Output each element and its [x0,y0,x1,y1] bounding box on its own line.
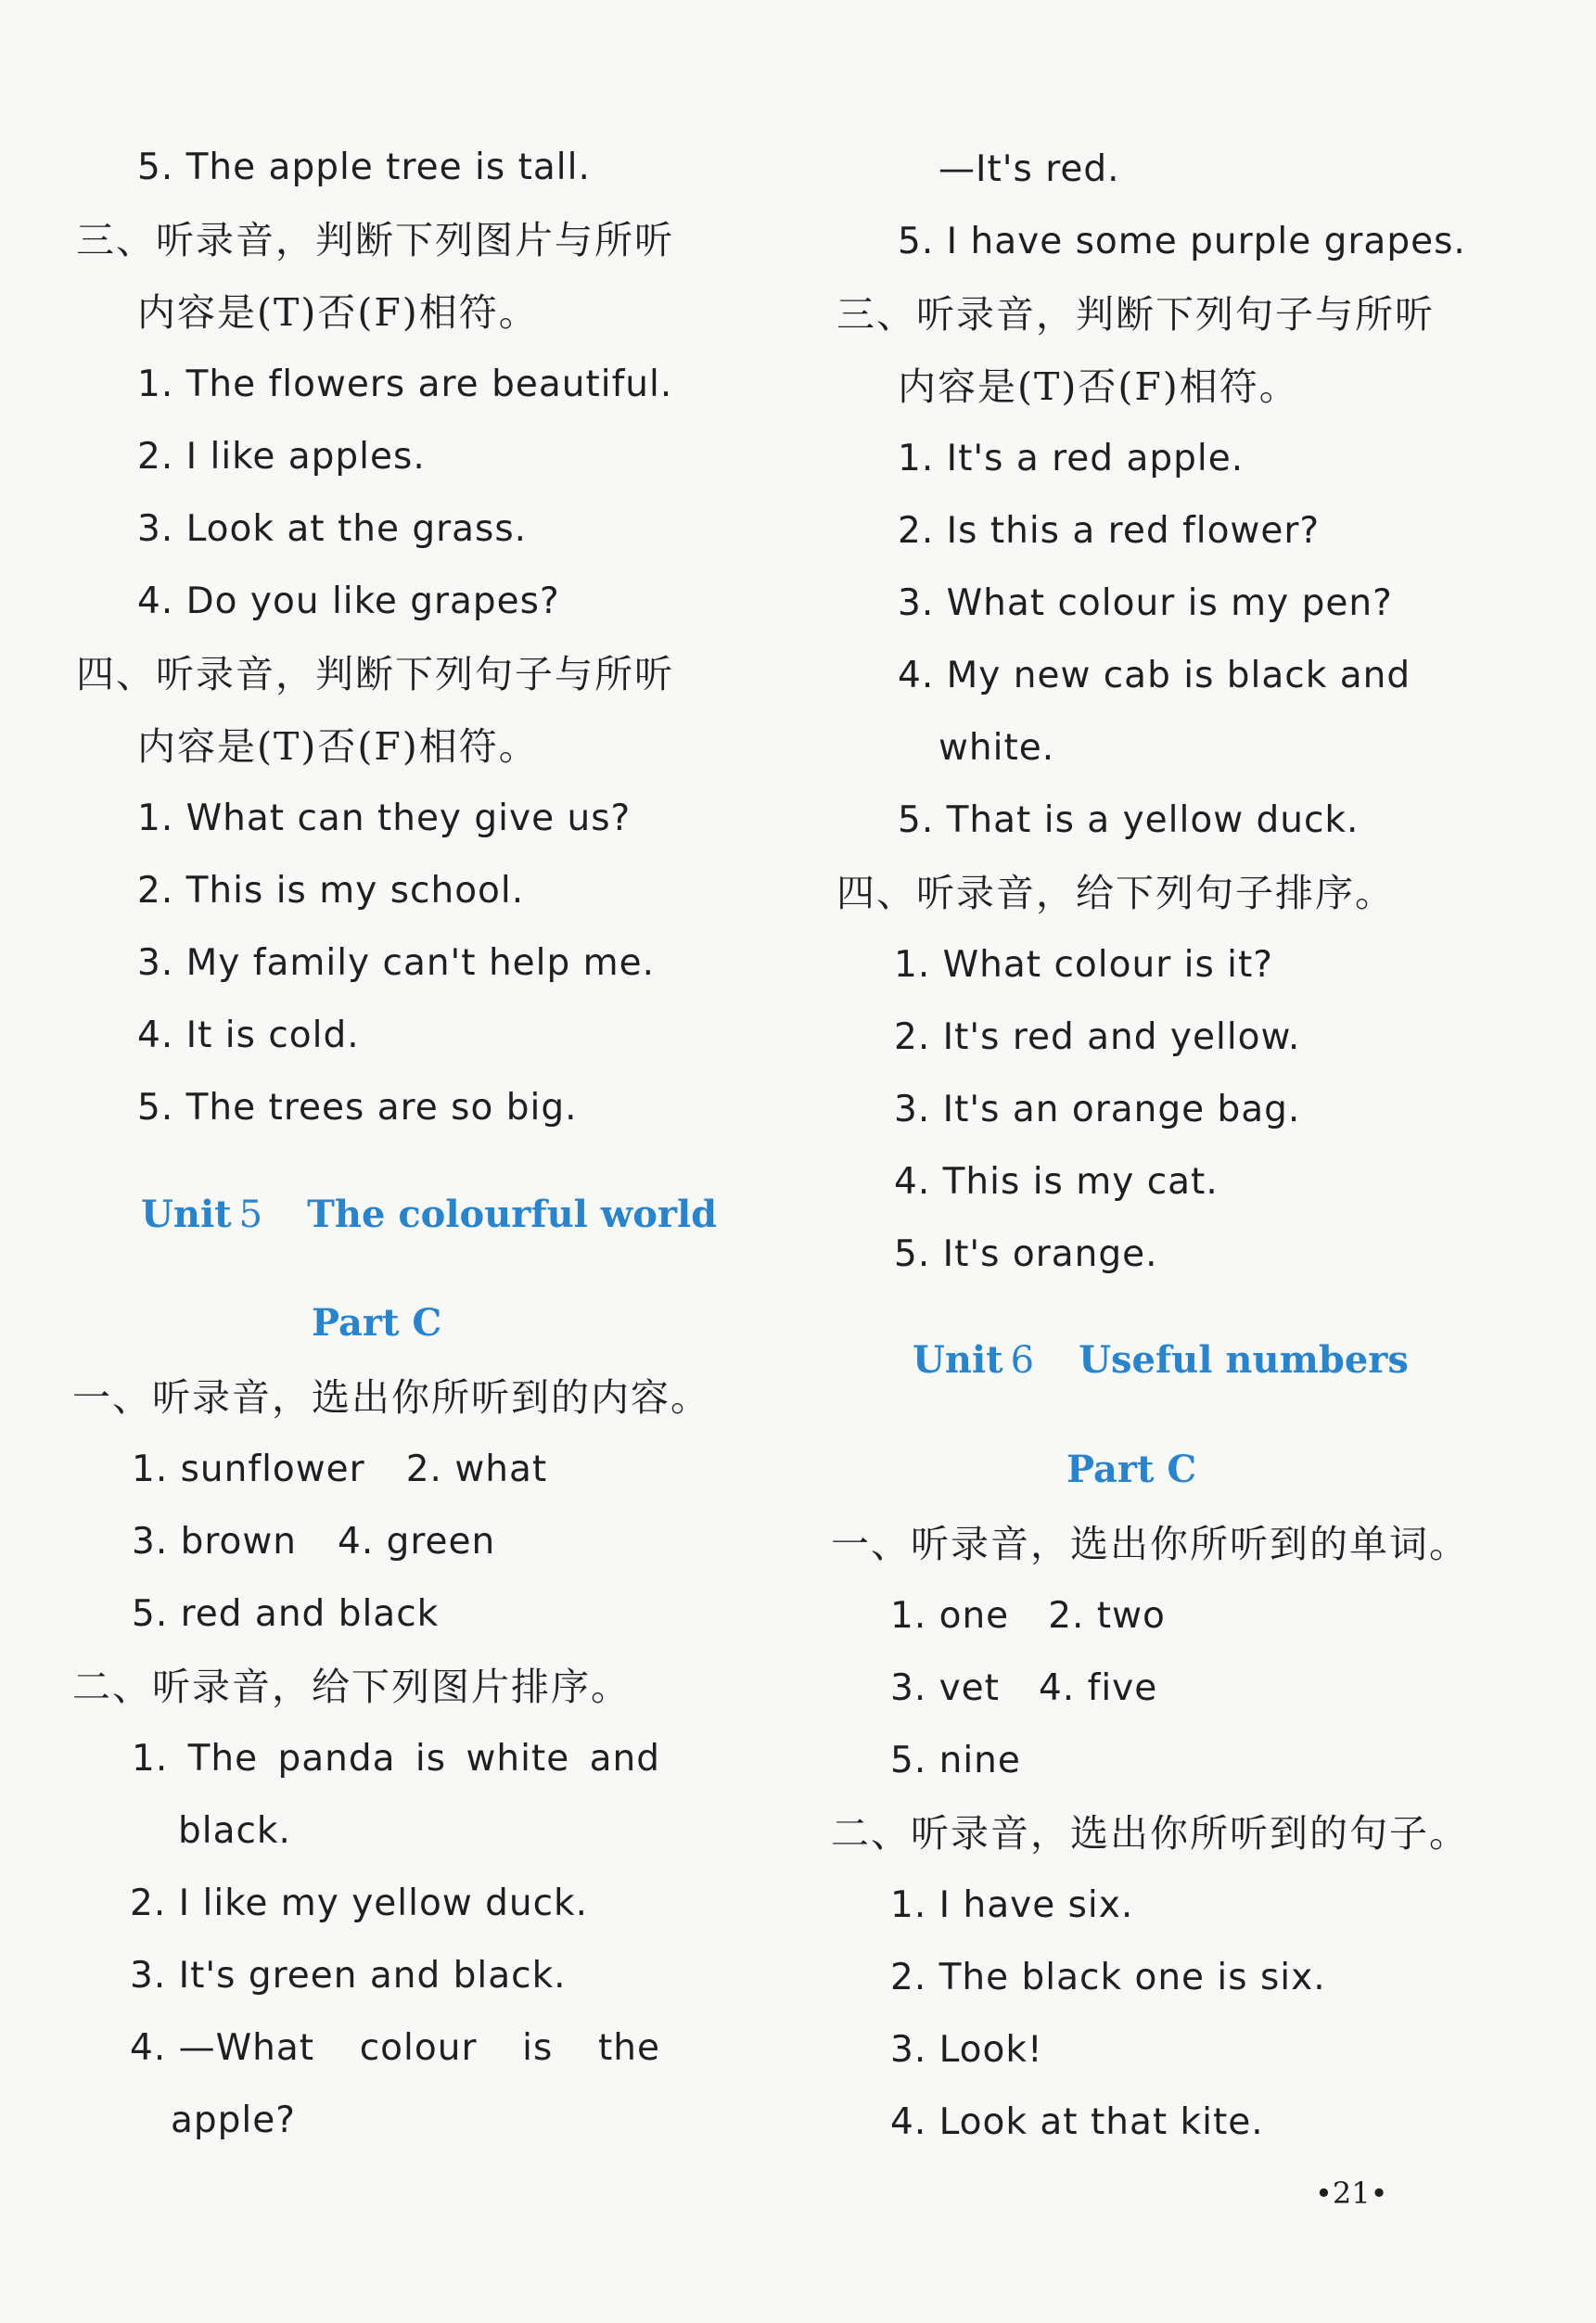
unit-title [913,1337,1409,1384]
word: is [522,2027,554,2069]
answer-line: 3. What colour is my pen? [898,582,1393,624]
part-title: Part C [312,1301,442,1345]
word: colour [359,2027,478,2069]
word: white [466,1738,570,1780]
answer-item: 2. what [405,1449,548,1490]
answer-line: 2. Is this a red flower? [898,510,1321,552]
answer-line-cont: —It's red. [938,148,1120,190]
answer-line: 1. It's a red apple. [898,438,1245,479]
section-heading-cont: 内容是(T)否(F)相符。 [137,290,539,335]
answer-line: 3. It's green and black. [130,1955,567,1997]
answer-line-cont: black. [178,1810,291,1852]
word: is [415,1738,447,1780]
answer-line: 4. Do you like grapes? [137,581,560,622]
answer-line: 1. The flowers are beautiful. [137,364,673,405]
answer-line: 3. Look! [890,2029,1043,2071]
word: the [597,2027,660,2069]
section-heading: 一、听录音，选出你所听到的单词。 [831,1522,1469,1566]
answer-line: 2. I like my yellow duck. [130,1883,589,1924]
answer-line: 3. It's an orange bag. [894,1089,1301,1130]
answer-line: 5. The trees are so big. [137,1087,578,1129]
unit-title [141,1192,717,1238]
word: 4. —What [130,2027,315,2069]
section-heading-cont: 内容是(T)否(F)相符。 [137,724,539,769]
section-heading: 一、听录音，选出你所听到的内容。 [72,1375,710,1420]
answer-line: 5. It's orange. [894,1233,1158,1275]
answer-line: 4. Look at that kite. [890,2101,1264,2143]
section-heading: 二、听录音，给下列图片排序。 [72,1665,631,1709]
section-heading: 三、听录音，判断下列图片与所听 [76,218,674,262]
section-heading: 四、听录音，给下列句子排序。 [836,871,1395,915]
word: The [187,1738,259,1780]
answer-line: 5. That is a yellow duck. [898,799,1360,841]
answer-line: 1. What can they give us? [137,798,632,839]
answer-line: 3. My family can't help me. [137,942,656,984]
answer-item: 3. vet [890,1667,1000,1709]
answer-item: 3. brown [132,1521,298,1563]
answer-line: 2. It's red and yellow. [894,1016,1301,1058]
unit-label: Unit [141,1193,232,1236]
answer-line [130,2025,660,2072]
answer-line [132,1736,660,1782]
answer-item: 4. green [338,1521,496,1563]
answer-line: 2. The black one is six. [890,1957,1326,1998]
answer-line [890,1666,1157,1712]
answer-line: 5. I have some purple grapes. [898,221,1466,262]
word: panda [277,1738,396,1780]
unit-number: 5 [238,1193,263,1236]
word: 1. [132,1738,169,1780]
answer-line: 4. This is my cat. [894,1161,1219,1203]
answer-line [132,1519,495,1565]
section-heading: 三、听录音，判断下列句子与所听 [836,292,1435,337]
part-title: Part C [1066,1448,1197,1491]
answer-line: 5. nine [890,1740,1021,1781]
answer-item: 1. sunflower [132,1449,365,1490]
section-heading-cont: 内容是(T)否(F)相符。 [898,364,1299,409]
answer-item: 2. two [1048,1595,1166,1637]
word: and [589,1738,660,1780]
answer-line: 2. I like apples. [137,436,426,478]
page-number: •21• [1315,2176,1388,2211]
answer-line: 3. Look at the grass. [137,508,528,550]
answer-line: 4. My new cab is black and [898,655,1411,696]
answer-line: 1. I have six. [890,1884,1134,1926]
unit-name: The colourful world [307,1193,718,1236]
section-heading: 四、听录音，判断下列句子与所听 [76,652,674,696]
answer-line: 5. The apple tree is tall. [137,147,591,188]
unit-name: Useful numbers [1079,1338,1409,1382]
answer-line [132,1447,547,1493]
answer-line: 4. It is cold. [137,1015,360,1056]
answer-line: 5. red and black [132,1593,440,1635]
answer-line-cont: apple? [171,2100,296,2141]
answer-item: 4. five [1038,1667,1158,1709]
answer-line-cont: white. [938,727,1055,769]
unit-label: Unit [913,1338,1003,1382]
answer-line: 1. What colour is it? [894,944,1274,986]
answer-item: 1. one [890,1595,1010,1637]
unit-number: 6 [1010,1339,1035,1382]
section-heading: 二、听录音，选出你所听到的句子。 [831,1811,1469,1856]
answer-line [890,1593,1166,1640]
answer-line: 2. This is my school. [137,870,525,912]
